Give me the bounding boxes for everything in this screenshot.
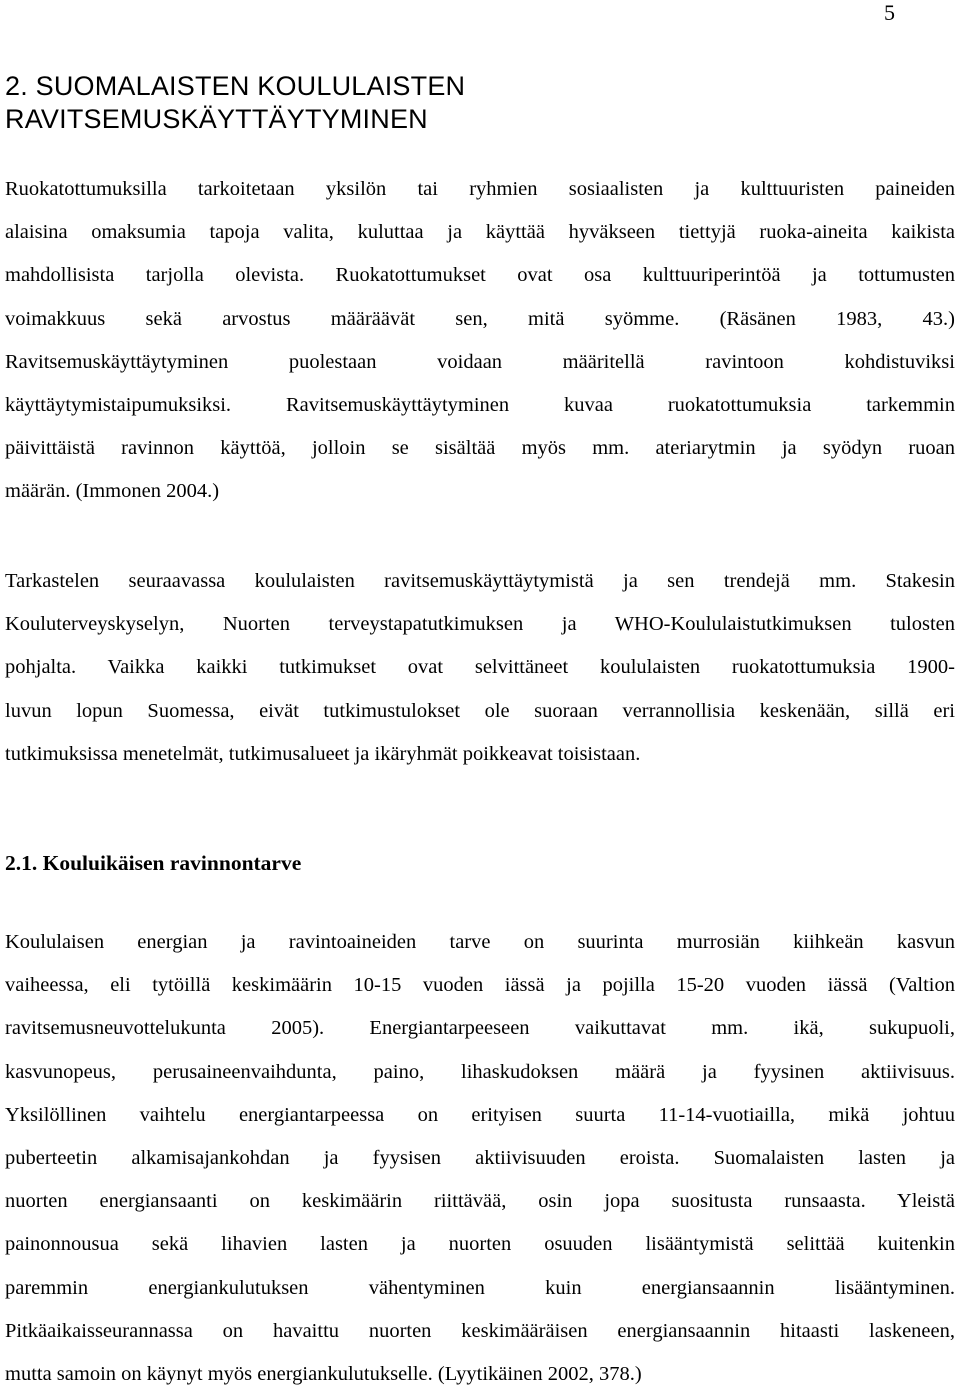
text-line: mahdollisista tarjolla olevista. Ruokatottumukset ovat osa kulttuuriperintöä ja tottumusten: [5, 264, 955, 287]
text-line: Ruokatottumuksilla tarkoitetaan yksilön tai ryhmien sosiaalisten ja kulttuuristen paineiden: [5, 178, 955, 200]
text-line: määrän. (Immonen 2004.): [5, 480, 220, 503]
text-line: painonnousua sekä lihavien lasten ja nuorten osuuden lisääntymistä selittää kuitenkin: [5, 1233, 955, 1256]
text-line: Kouluterveyskyselyn, Nuorten terveystapatutkimuksen ja WHO-Koululaistutkimuksen tulosten: [5, 613, 955, 636]
paragraph-food-habits: [5, 168, 955, 514]
chapter-title: [5, 70, 905, 136]
text-line: voimakkuus sekä arvostus määräävät sen, mitä syömme. (Räsänen 1983, 43.): [5, 307, 955, 330]
text-line: pohjalta. Vaikka kaikki tutkimukset ovat selvittäneet koululaisten ruokatottumuksia 1900-: [5, 656, 955, 679]
text-line: Yksilöllinen vaihtelu energiantarpeessa on erityisen suurta 11-14-vuotiailla, mikä johtuu: [5, 1103, 955, 1126]
text-line: mutta samoin on käynyt myös energiankulutukselle. (Lyytikäinen 2002, 378.): [5, 1363, 642, 1386]
paragraph-nutrition-needs: [5, 921, 955, 1396]
text-line: ravitsemusneuvottelukunta 2005). Energiantarpeeseen vaikuttavat mm. ikä, sukupuoli,: [5, 1017, 955, 1040]
paragraph-study-overview: [5, 560, 955, 776]
text-line: vaiheessa, eli tytöillä keskimäärin 10-15 vuoden iässä ja pojilla 15-20 vuoden iässä (Valtion: [5, 974, 955, 997]
text-line: Koululaisen energian ja ravintoaineiden tarve on suurinta murrosiän kiihkeän kasvun: [5, 931, 955, 953]
text-line: Pitkäaikaisseurannassa on havaittu nuorten keskimääräisen energiansaannin hitaasti laskeneen,: [5, 1319, 955, 1342]
chapter-title-line-2: RAVITSEMUSKÄYTTÄYTYMINEN: [5, 104, 428, 134]
text-line: päivittäistä ravinnon käyttöä, jolloin se sisältää myös mm. ateriarytmin ja syödyn ruoan: [5, 437, 955, 460]
text-line: alaisina omaksumia tapoja valita, kuluttaa ja käyttää hyväkseen tiettyjä ruoka-aineita kaikista: [5, 221, 955, 244]
text-line: luvun lopun Suomessa, eivät tutkimustulokset ole suoraan verrannollisia keskenään, sillä eri: [5, 699, 955, 722]
text-line: paremmin energiankulutuksen vähentyminen kuin energiansaannin lisääntyminen.: [5, 1276, 955, 1299]
text-line: käyttäytymistaipumuksiksi. Ravitsemuskäyttäytyminen kuvaa ruokatottumuksia tarkemmin: [5, 394, 955, 417]
text-line: nuorten energiansaanti on keskimäärin riittävää, osin jopa suositusta runsaasta. Yleistä: [5, 1190, 955, 1213]
page-number: 5: [884, 0, 895, 25]
section-title: 2.1. Kouluikäisen ravinnontarve: [5, 851, 302, 875]
chapter-title-line-1: 2. SUOMALAISTEN KOULULAISTEN: [5, 71, 466, 101]
text-line: tutkimuksissa menetelmät, tutkimusalueet ja ikäryhmät poikkeavat toisistaan.: [5, 742, 641, 765]
text-line: kasvunopeus, perusaineenvaihdunta, paino, lihaskudoksen määrä ja fyysinen aktiivisuus.: [5, 1060, 955, 1083]
text-line: puberteetin alkamisajankohdan ja fyysisen aktiivisuuden eroista. Suomalaisten lasten ja: [5, 1147, 955, 1170]
text-line: Ravitsemuskäyttäytyminen puolestaan voidaan määritellä ravintoon kohdistuviksi: [5, 350, 955, 373]
text-line: Tarkastelen seuraavassa koululaisten ravitsemuskäyttäytymistä ja sen trendejä mm. Stakesin: [5, 570, 955, 592]
